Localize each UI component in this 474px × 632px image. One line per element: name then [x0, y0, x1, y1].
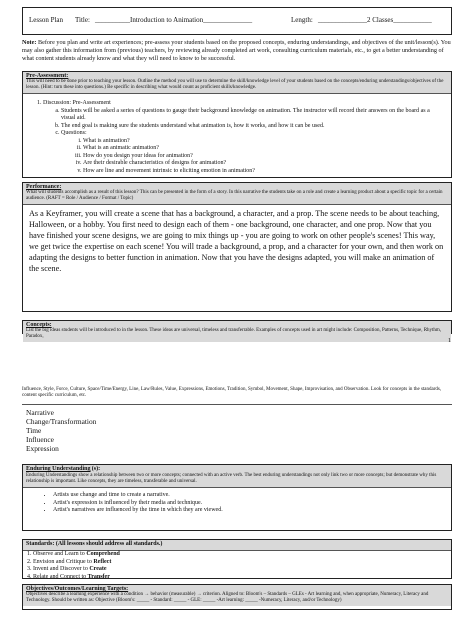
- objectives-section: [22, 584, 452, 610]
- concept-item: Expression: [26, 444, 59, 453]
- concept-item: Influence: [26, 435, 54, 444]
- concepts-title: Concepts:: [26, 322, 52, 328]
- note-text: Before you plan and write art experiences; pre-assess your students based on the proposed concepts, enduring understandings, and objectives of the unit/lesson(s). You may also gather this information from (previous) teachers, by reviewing already completed art work, consulting curriculum materials, etc., to get a better understanding of what content students already know and what they will need to know to be successful.: [22, 39, 451, 62]
- standards-title: Standards: (All lessons should address all standards.): [26, 541, 163, 547]
- pre-assessment-item: [43, 100, 445, 175]
- pre-assessment-title: Pre-Assessment:: [26, 73, 69, 79]
- questions-heading: Questions:: [61, 130, 87, 136]
- enduring-bullet: • Artists use change and time to create a narrative.: [53, 492, 445, 500]
- question-item: i. What is animation?: [83, 138, 445, 146]
- pre-assessment-sub-b: b. The end goal is making sure the students understand what animation is, how it works, and how it can be used.: [61, 123, 445, 131]
- pre-assessment-subtitle: This will need to be done prior to teaching your lesson. Outline the method you will use to determine the skill/knowledge level of your students based on the concepts/enduring understandings/objectives of the lesson. (Hint: turn these into questions.) Be specific in describing what would count as proficient skills/knowledge.: [26, 79, 444, 90]
- standard-item: 2. Envision and Critique to Reflect: [27, 558, 112, 565]
- enduring-bullet: • Artist's expression is influenced by their media and technique.: [53, 500, 445, 508]
- concepts-section: [22, 320, 452, 339]
- pre-assessment-sub-c: [61, 130, 445, 175]
- length-label: Length:: [291, 16, 313, 24]
- objectives-line1: Objectives describe a learning experience with a condition → behavior (measurable) → criterion. Aligned to: Bloom's – Standards – GLEs - Art learning and, when appropriate, Numeracy, Literacy and: [26, 592, 429, 597]
- objectives-line2: Technology. Should be written as: Objective (Bloom's: _____ - Standard: _____ - GLE: _____ -Art learning: _____ -Numeracy, Literacy, and/or Technology): [26, 598, 342, 603]
- performance-body: As a Keyframer, you will create a scene that has a background, a character, and a prop. The scene needs to be about teaching, Halloween, or a hobby. You first need to design each of them - one background, one character, and one prop. Now that you have finished your scene designs, we are going to mix things up - you are going to work on other people's scenes! This way, we get twice the expertise on each scene! You will trade a background, a prop, and a character for your own, and then work on adapting the designs to better function in animation. Now that you have the designs adapted, you will make an animation of the scene.: [29, 209, 444, 273]
- question-item: iii. How do you design your ideas for animation?: [83, 153, 445, 161]
- note-label: Note:: [22, 39, 37, 46]
- concept-item: Time: [26, 426, 42, 435]
- standard-item: 3. Invent and Discover to Create: [27, 566, 107, 572]
- performance-subtitle: What will students accomplish as a result of this lesson? This can be presented in the form of a story. In this narrative the students take on a role and create a learning product about a specific topic for a certain audience. (RAFT = Role / Audience / Format / Topic): [26, 190, 443, 201]
- performance-title: Performance:: [26, 184, 62, 190]
- header-box: [22, 7, 452, 35]
- standard-item: 4. Relate and Connect to Transfer: [27, 573, 110, 580]
- enduring-title-suffix: (s):: [91, 466, 101, 472]
- note-paragraph: [22, 39, 452, 63]
- pre-assessment-item-heading: Discussion: Pre-Assessment: [43, 100, 111, 106]
- page-number: 1: [448, 338, 451, 344]
- concept-item: Narrative: [26, 408, 54, 417]
- performance-section: [22, 182, 452, 312]
- concept-item: Change/Transformation: [26, 417, 97, 426]
- enduring-bullet: • Artist's narratives are influenced by the time in which they are viewed.: [53, 507, 445, 515]
- enduring-subtitle: Enduring Understandings show a relationship between two or more concepts; connected with an active verb. The best enduring understandings not only link two or more concepts; but demonstrate why this relationship is important. Like concepts, they are timeless, transferable and universal.: [26, 473, 437, 484]
- title-label: Title:: [75, 16, 90, 24]
- objectives-title: Objectives/Outcomes/Learning Targets:: [26, 586, 129, 592]
- standard-item: 1. Observe and Learn to Comprehend: [27, 551, 120, 557]
- concepts-line: List the big ideas students will be introduced to in the lesson. These ideas are universal, timeless and transferrable. Examples of concepts used in art might include: Composition, Patterns, Technique, Rhythm, Paradox,: [26, 328, 442, 339]
- length-value: ______________2 Classes___________: [318, 16, 432, 24]
- pre-assessment-section: [22, 71, 452, 178]
- question-item: ii. What is an animatic animation?: [83, 145, 445, 153]
- question-item: iv. Are their desirable characteristics of designs for animation?: [83, 160, 445, 168]
- enduring-understanding-section: [22, 464, 452, 531]
- question-item: v. How are line and movement intrinsic to eliciting emotion in animation?: [83, 168, 445, 176]
- concept-list: [26, 408, 96, 453]
- concepts-continued: Influence, Style, Force, Culture, Space/Time/Energy, Line, Law/Rules, Value, Expressions, Emotions, Tradition, Symbol, Movement, Shape, Improvisation, and Observation. Look for concepts in the standards, content specific curriculum, etc.: [22, 387, 442, 398]
- standards-section: [22, 539, 452, 579]
- pre-assessment-sub-a: a. Students will be asked a series of questions to gauge their background knowledge on animation. The instructor will record their answers on the board as a visual aid.: [61, 108, 445, 123]
- concepts-divider: [22, 404, 452, 405]
- lesson-plan-label: Lesson Plan: [29, 16, 64, 24]
- enduring-title: Enduring Understanding: [26, 466, 91, 472]
- title-value: __________Introduction to Animation______________: [95, 16, 253, 24]
